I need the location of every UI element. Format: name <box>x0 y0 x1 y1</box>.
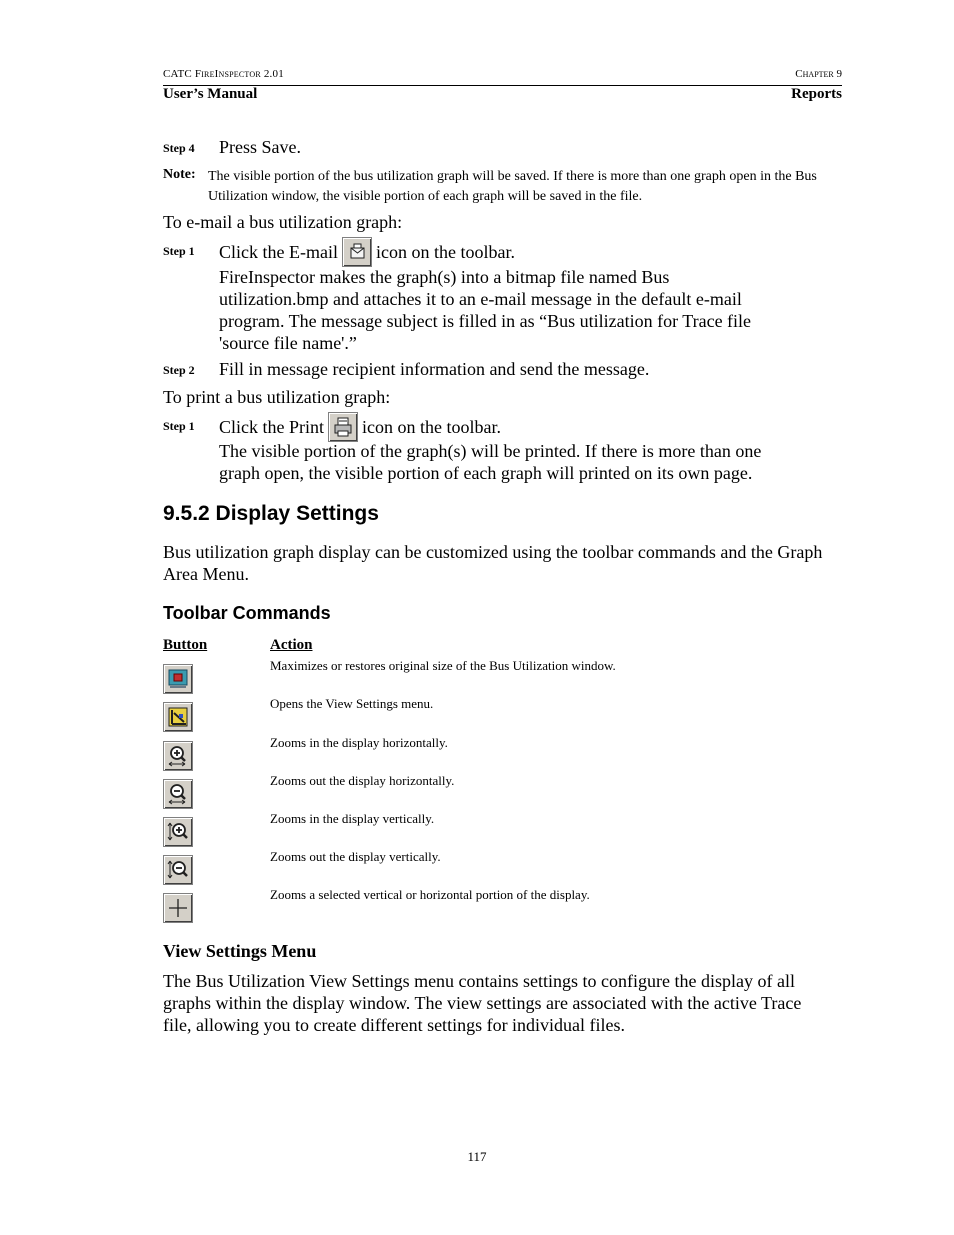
email-intro: To e-mail a bus utilization graph: <box>163 212 403 232</box>
command-action: Zooms out the display vertically. <box>270 849 441 864</box>
paragraph-line: file, allowing you to create different settings for individual files. <box>163 1015 626 1035</box>
page-number: 117 <box>467 1149 487 1164</box>
step-text: Press Save. <box>219 137 301 157</box>
zoom-out-vertical-icon[interactable] <box>163 855 193 885</box>
column-header-button: Button <box>163 637 208 653</box>
view-settings-icon[interactable] <box>163 702 193 732</box>
command-action: Maximizes or restores original size of the Bus Utilization window. <box>270 658 616 673</box>
toolbar-command-row <box>163 773 843 811</box>
step-label: Step 4 <box>163 141 195 155</box>
print-step1-label: Step 1 <box>163 419 195 433</box>
command-action: Zooms in the display horizontally. <box>270 735 448 750</box>
command-action: Zooms out the display horizontally. <box>270 773 455 788</box>
toolbar-command-row <box>163 735 843 773</box>
command-action: Zooms a selected vertical or horizontal portion of the display. <box>270 887 590 902</box>
product-title: CATC FireInspector 2.01 <box>163 68 284 80</box>
email-step1-before: Click the E-mail <box>219 242 338 263</box>
running-header <box>163 68 842 86</box>
command-action: Opens the View Settings menu. <box>270 696 434 711</box>
toolbar-command-row <box>163 696 843 734</box>
toolbar-commands-title: Toolbar Commands <box>163 603 331 623</box>
toolbar-command-row <box>163 887 843 925</box>
email-step2-text: Fill in message recipient information and send the message. <box>219 359 650 379</box>
intro-line: Area Menu. <box>163 564 249 584</box>
printer-icon <box>328 412 358 442</box>
email-step2-label: Step 2 <box>163 363 195 377</box>
desc-line: utilization.bmp and attaches it to an e-mail message in the default e-mail <box>219 289 742 309</box>
desc-line: program. The message subject is filled in as “Bus utilization for Trace file <box>219 311 752 331</box>
note-label: Note: <box>163 167 196 182</box>
email-icon <box>342 237 372 267</box>
paragraph-line: The Bus Utilization View Settings menu contains settings to configure the display of all <box>163 971 795 991</box>
crosshair-zoom-icon[interactable] <box>163 893 193 923</box>
section-intro <box>163 541 822 585</box>
note-text: The visible portion of the bus utilization graph will be saved. If there is more than one graph open in the Bus Utilization window, the visible portion of each graph will be saved in the file. <box>208 169 817 204</box>
desc-line: FireInspector makes the graph(s) into a bitmap file named Bus <box>219 267 670 287</box>
print-step1-after: icon on the toolbar. <box>362 417 501 438</box>
zoom-in-vertical-icon[interactable] <box>163 817 193 847</box>
print-intro: To print a bus utilization graph: <box>163 387 391 407</box>
toolbar-command-row <box>163 849 843 887</box>
view-settings-text <box>163 970 801 1036</box>
toolbar-command-row <box>163 811 843 849</box>
column-header-action: Action <box>270 637 313 653</box>
desc-line: graph open, the visible portion of each graph will printed on its own page. <box>219 463 753 483</box>
section-title: 9.5.2 Display Settings <box>163 502 379 525</box>
desc-line: 'source file name'.” <box>219 333 357 353</box>
toolbar-command-row <box>163 658 843 696</box>
email-step1-after: icon on the toolbar. <box>375 242 515 263</box>
email-step1-line <box>219 239 515 269</box>
chapter-label: Chapter 9 <box>795 68 842 80</box>
print-step1-before: Click the Print <box>219 417 324 438</box>
paragraph-line: graphs within the display window. The view settings are associated with the active Trace <box>163 993 802 1013</box>
command-action: Zooms in the display vertically. <box>270 811 435 826</box>
email-step1-label: Step 1 <box>163 244 195 258</box>
print-step1-desc <box>219 440 761 484</box>
manual-title: User’s Manual <box>163 86 258 102</box>
zoom-in-horizontal-icon[interactable] <box>163 741 193 771</box>
zoom-out-horizontal-icon[interactable] <box>163 779 193 809</box>
desc-line: The visible portion of the graph(s) will be printed. If there is more than one <box>219 441 762 461</box>
chapter-title: Reports <box>791 86 842 102</box>
view-settings-title: View Settings Menu <box>163 941 317 961</box>
maximize-window-icon[interactable] <box>163 664 193 694</box>
email-step1-desc <box>219 266 751 354</box>
intro-line: Bus utilization graph display can be customized using the toolbar commands and the Graph <box>163 542 823 562</box>
